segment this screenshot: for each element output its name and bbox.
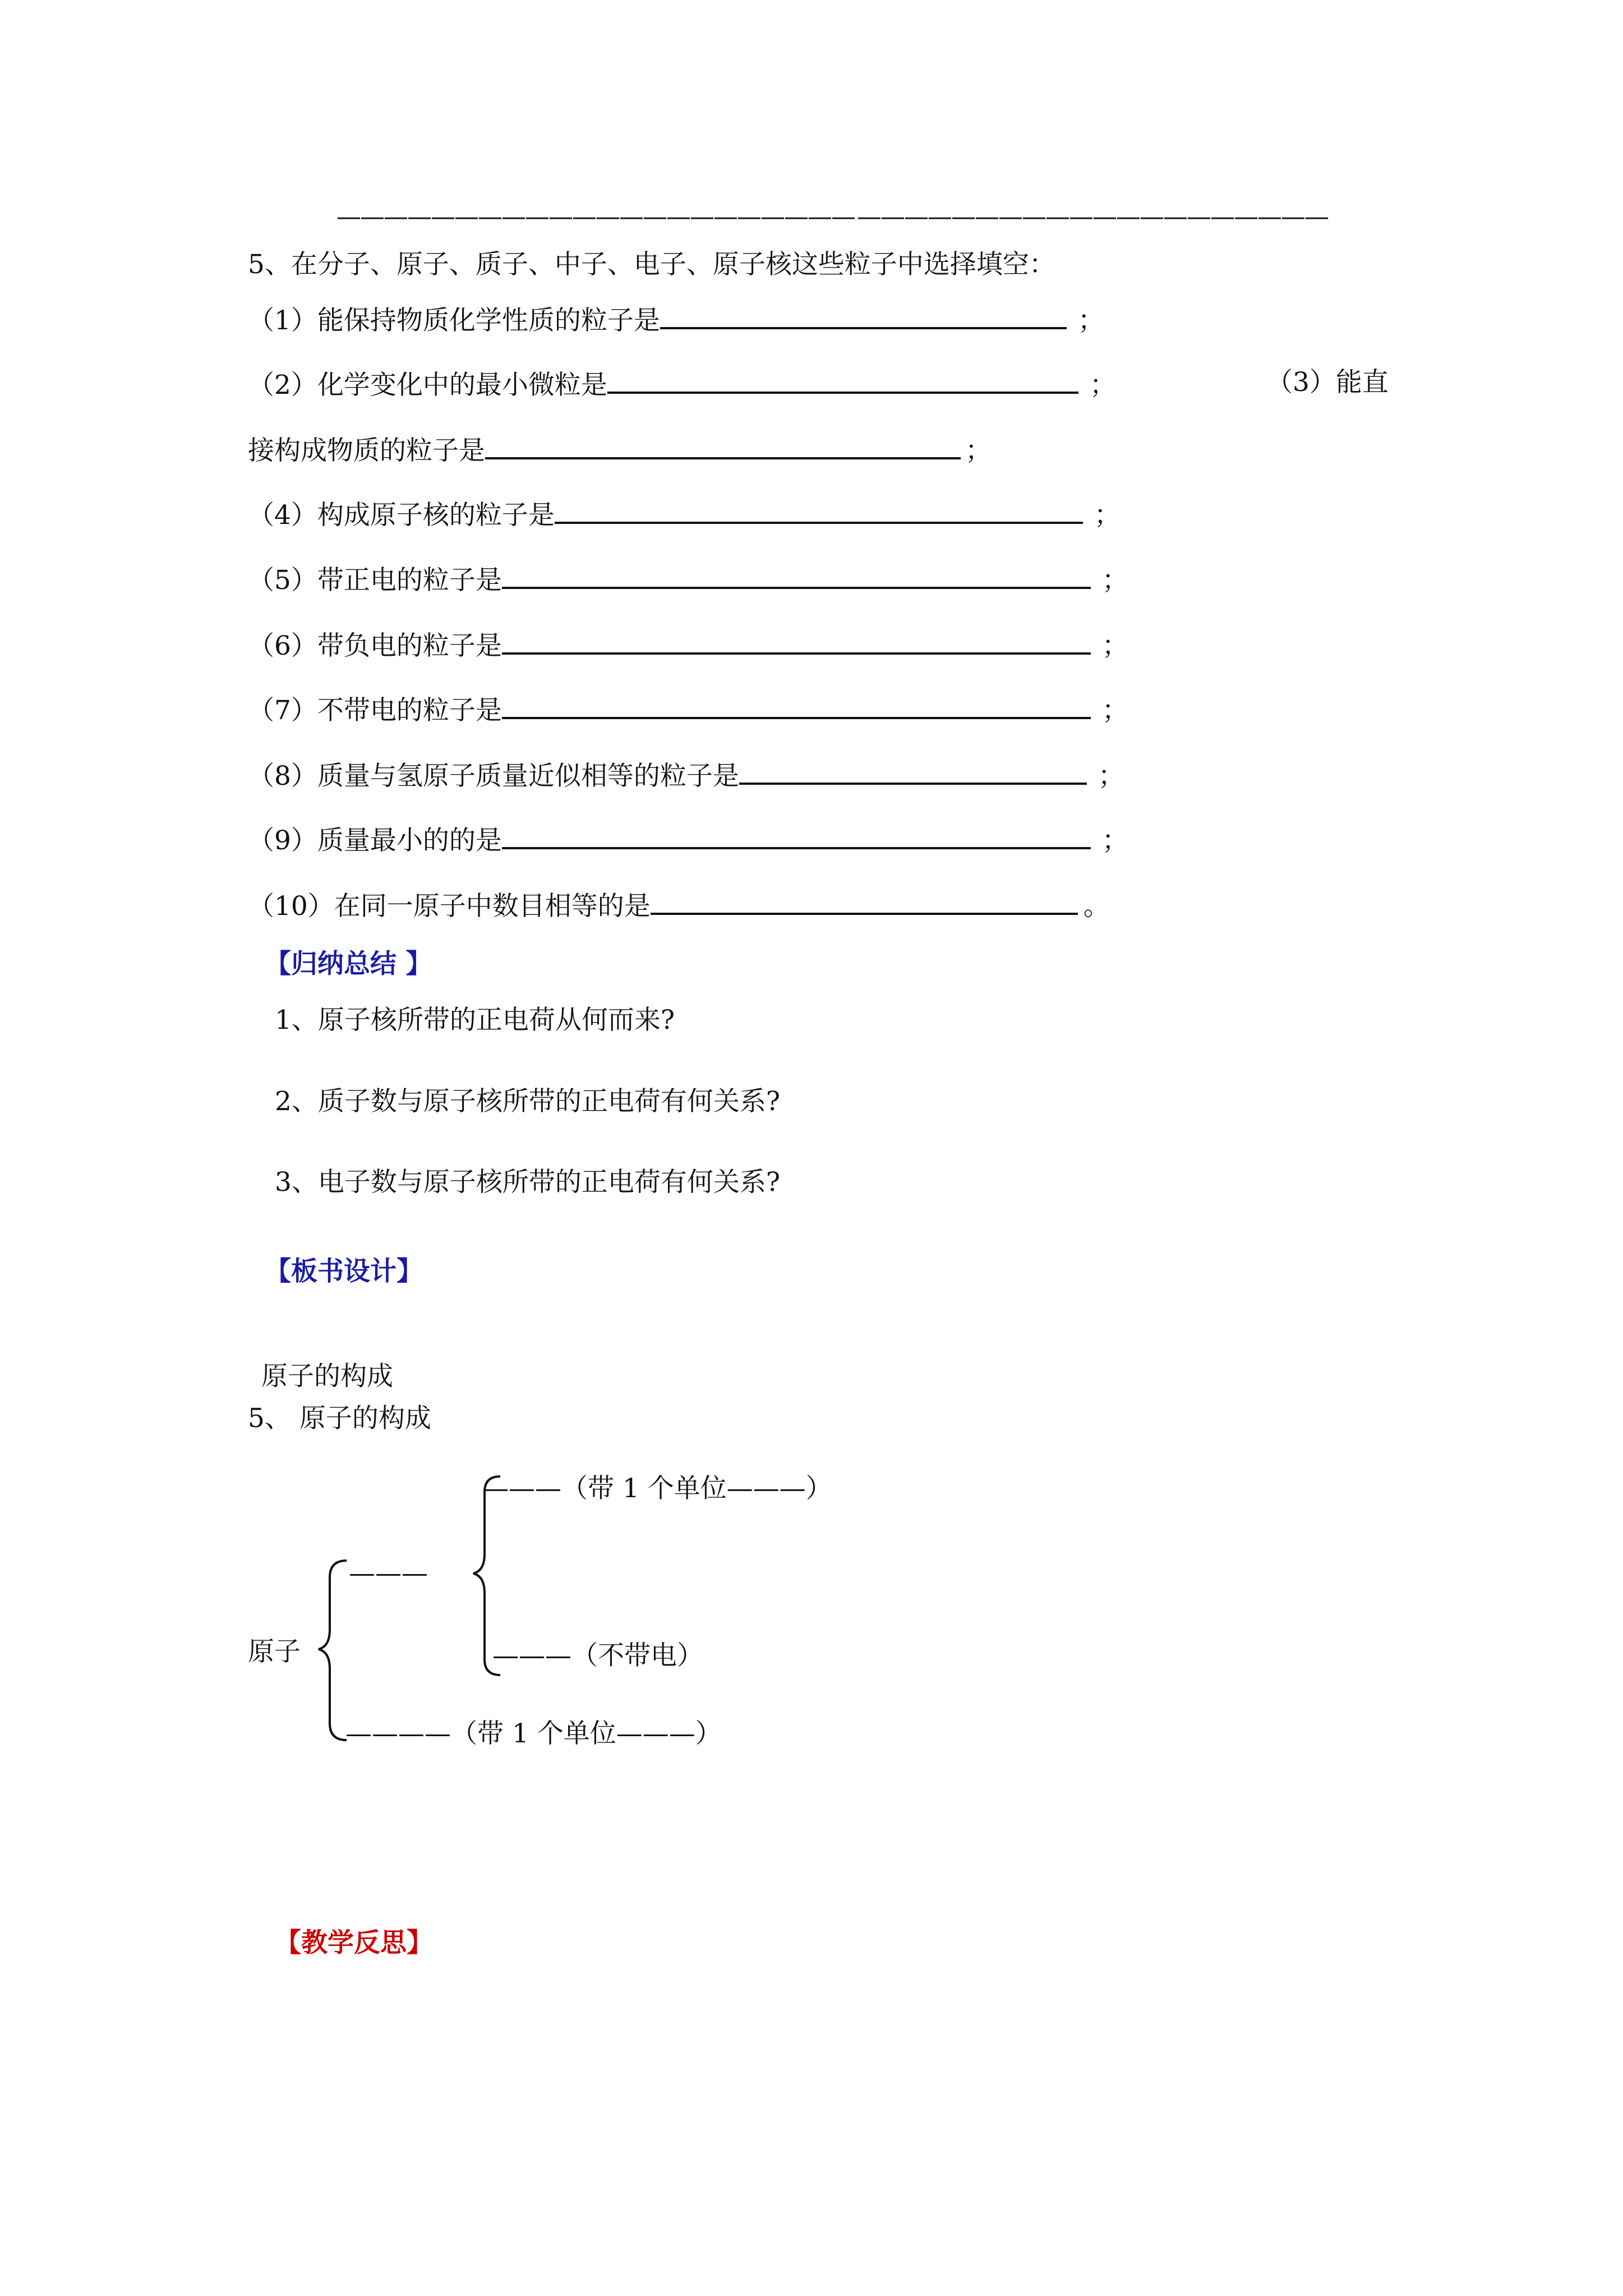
q5-item-5-end: ； xyxy=(1101,565,1128,596)
electron-line: ————（带 1 个单位———） xyxy=(345,1718,722,1749)
q5-item-9-label: （9）质量最小的的是 xyxy=(248,825,502,856)
q5-item-2-end: ； xyxy=(1089,370,1116,401)
proton-line: ———（带 1 个单位———） xyxy=(482,1473,832,1504)
board-heading: 【板书设计】 xyxy=(265,1256,423,1287)
q5-item-6-end: ； xyxy=(1101,631,1128,661)
top-dash-right: ———————————————————— xyxy=(857,203,1328,231)
q5-item-6-label: （6）带负电的粒子是 xyxy=(248,631,502,661)
atom-label: 原子 xyxy=(248,1636,301,1667)
board-title: 原子的构成 xyxy=(261,1361,393,1392)
q5-item-8-end: ； xyxy=(1098,761,1124,792)
q5-item-4-end: ； xyxy=(1094,500,1121,531)
q5-item-4-label: （4）构成原子核的粒子是 xyxy=(248,500,555,531)
summary-question-3: 3、电子数与原子核所带的正电荷有何关系? xyxy=(275,1167,781,1198)
top-dash-left: —————————————————————— xyxy=(336,203,855,231)
q5-item-8-label: （8）质量与氢原子质量近似相等的粒子是 xyxy=(248,761,739,792)
q5-item-3-label: 接构成物质的粒子是 xyxy=(248,435,485,466)
q5-item-7-end: ； xyxy=(1101,695,1128,726)
q5-item-1-label: （1）能保持物质化学性质的粒子是 xyxy=(248,305,660,336)
q5-item-10-end: 。 xyxy=(1083,891,1110,922)
board-subtitle: 5、 原子的构成 xyxy=(248,1403,431,1434)
summary-question-1: 1、原子核所带的正电荷从何而来? xyxy=(275,1005,675,1036)
reflection-heading: 【教学反思】 xyxy=(275,1927,433,1958)
q5-item-5-label: （5）带正电的粒子是 xyxy=(248,565,502,596)
q5-item-7-label: （7）不带电的粒子是 xyxy=(248,695,502,726)
neutron-line: ———（不带电） xyxy=(492,1640,703,1671)
summary-question-2: 2、质子数与原子核所带的正电荷有何关系? xyxy=(275,1086,781,1117)
q5-item-3-start: （3）能直 xyxy=(1266,367,1389,398)
nucleus-dash: ——— xyxy=(349,1558,428,1589)
q5-item-2-label: （2）化学变化中的最小微粒是 xyxy=(248,370,607,401)
atom-brace xyxy=(319,1561,347,1740)
question-5-stem: 5、在分子、原子、质子、中子、电子、原子核这些粒子中选择填空： xyxy=(248,249,1055,280)
summary-heading: 【归纳总结 】 xyxy=(265,949,432,979)
q5-item-10-label: （10）在同一原子中数目相等的是 xyxy=(248,891,651,922)
q5-item-9-end: ； xyxy=(1101,825,1128,856)
q5-item-3-end: ； xyxy=(965,435,992,466)
q5-item-1-end: ； xyxy=(1077,305,1104,336)
